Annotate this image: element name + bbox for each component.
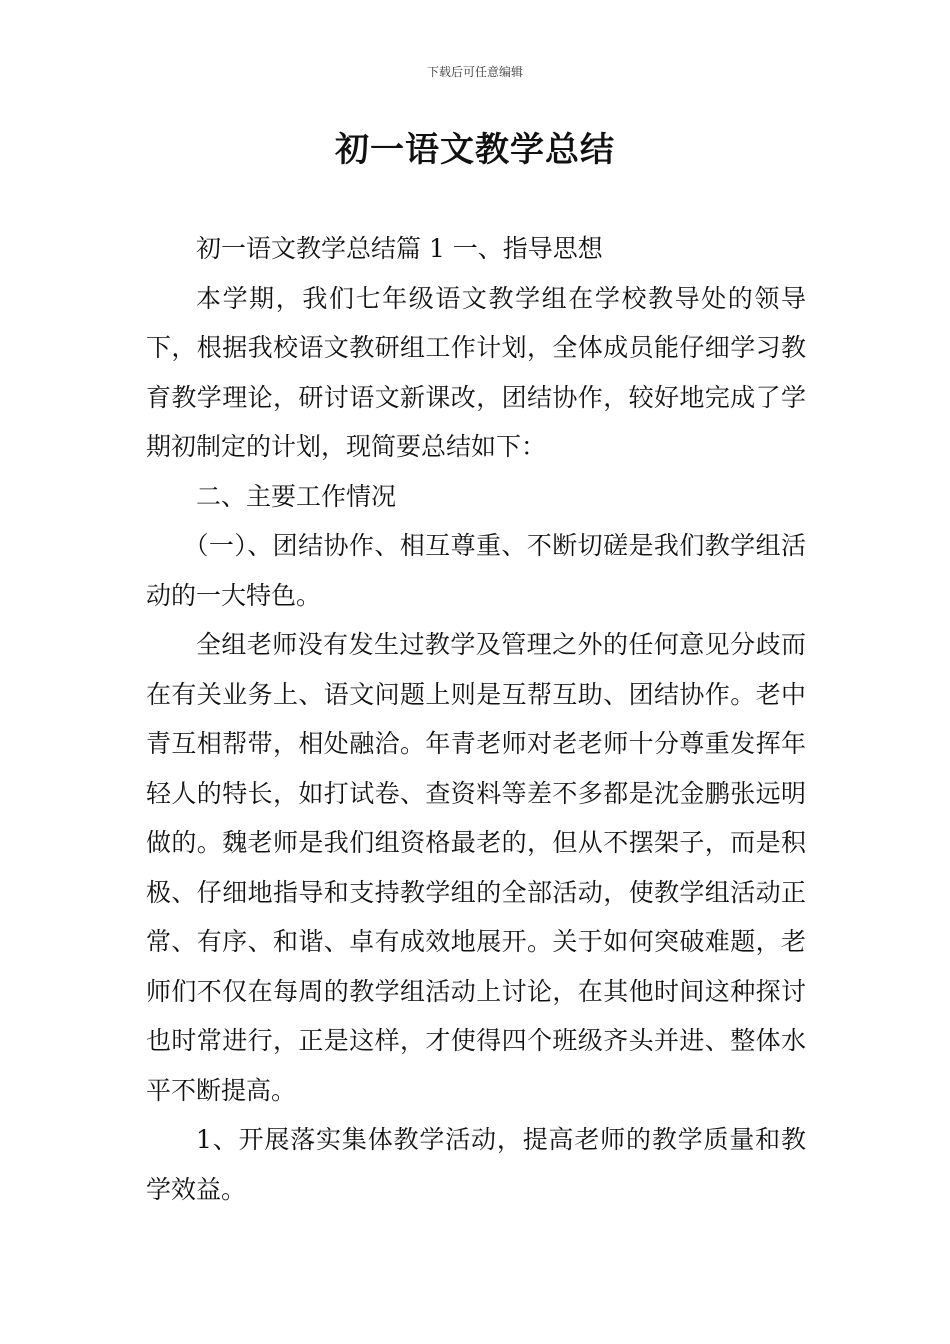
page-header-note: 下载后可任意编辑 — [426, 65, 523, 79]
paragraph-item-1: 1、开展落实集体教学活动，提高老师的教学质量和教学效益。 — [146, 1125, 806, 1204]
document-title: 初一语文教学总结 — [335, 130, 615, 170]
document-body — [146, 224, 806, 1214]
paragraph-subheading-1: （一）、团结协作、相互尊重、不断切磋是我们教学组活动的一大特色。 — [146, 531, 806, 610]
paragraph-intro: 本学期，我们七年级语文教学组在学校教导处的领导下，根据我校语文教研组工作计划，全体成员能仔细学习教育教学理论，研讨语文新课改，团结协作，较好地完成了学期初制定的计划，现简要总结如下： — [146, 283, 806, 461]
paragraph-teamwork: 全组老师没有发生过教学及管理之外的任何意见分歧而在有关业务上、语文问题上则是互帮互助、团结协作。老中青互相帮带，相处融洽。年青老师对老老师十分尊重发挥年轻人的特长，如打试卷、查资料等差不多都是沈金鹏张远明做的。魏老师是我们组资格最老的，但从不摆架子，而是积极、仔细地指导和支持教学组的全部活动，使教学组活动正常、有序、和谐、卓有成效地展开。关于如何突破难题，老师们不仅在每周的教学组活动上讨论，在其他时间这种探讨也时常进行，正是这样，才使得四个班级齐头并进、整体水平不断提高。 — [146, 630, 806, 1105]
paragraph-section-heading-2: 二、主要工作情况 — [196, 481, 397, 511]
paragraph-section-heading-1: 初一语文教学总结篇 1 一、指导思想 — [196, 234, 603, 263]
